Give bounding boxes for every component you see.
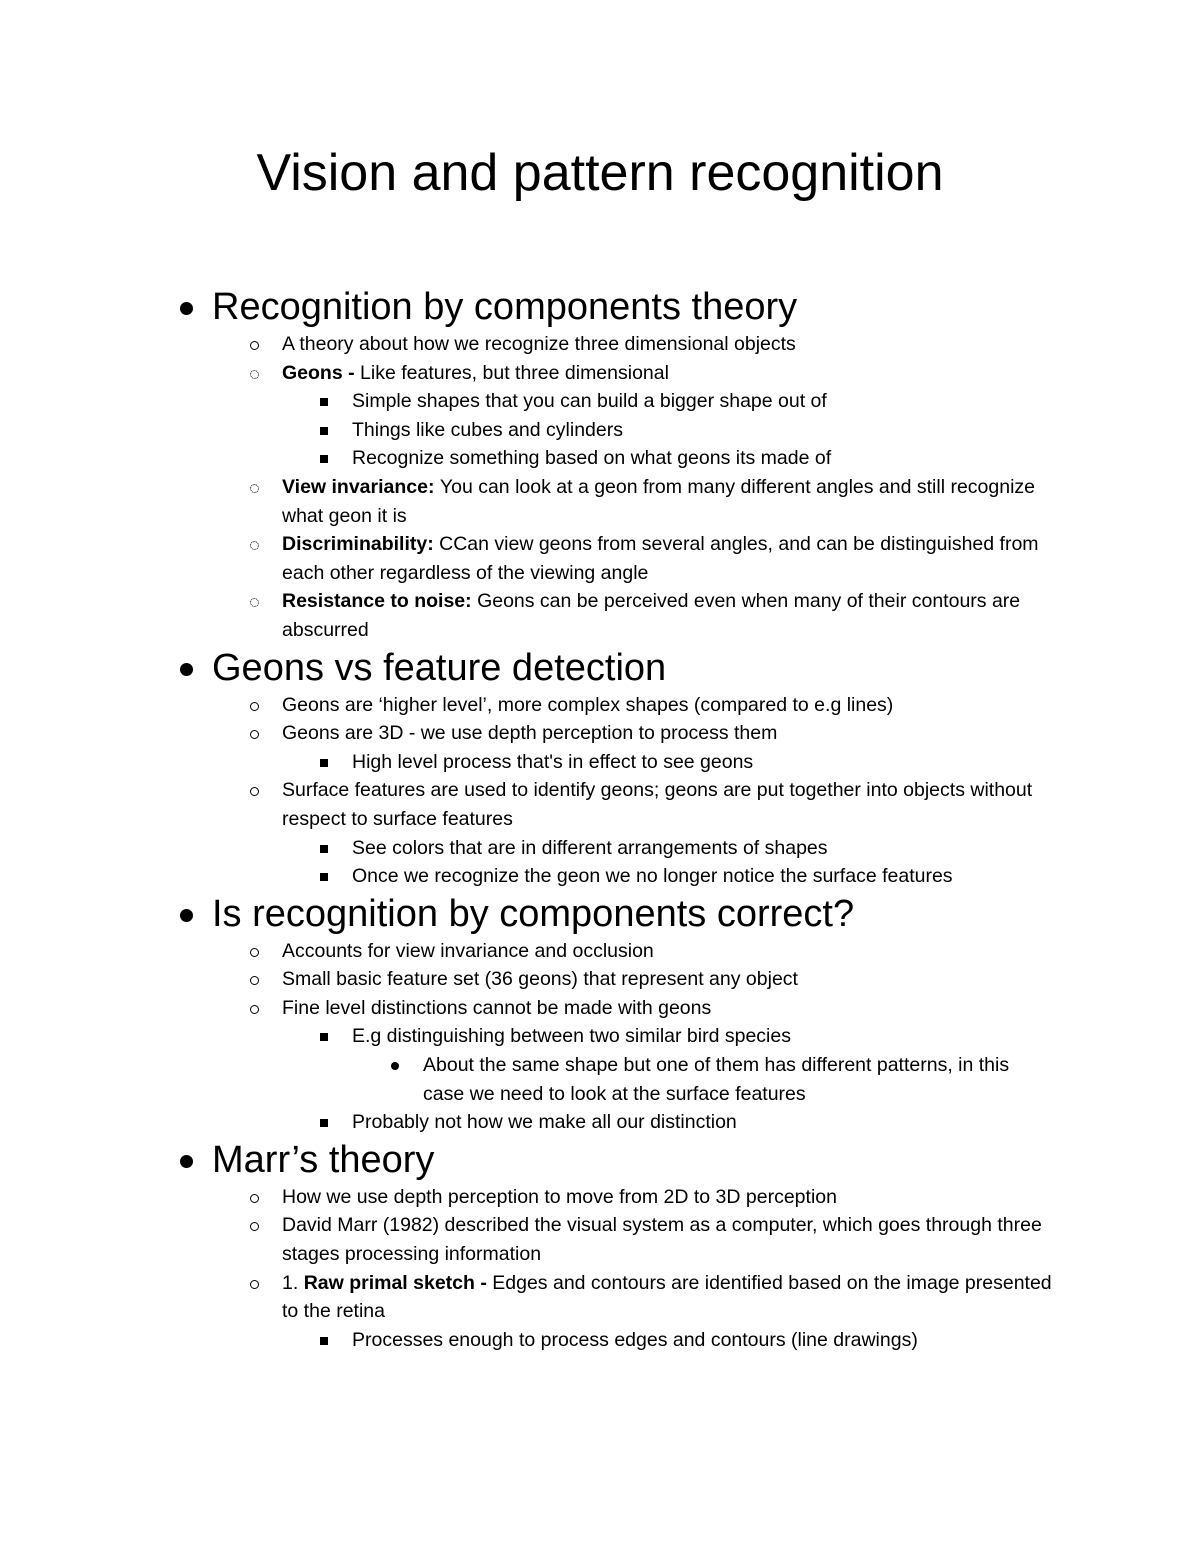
list-item-text: Surface features are used to identify geons; geons are put together into objects without respect to surface features	[282, 779, 1033, 830]
filled-circle-bullet-icon	[391, 1062, 399, 1070]
hollow-circle-bullet-icon	[250, 948, 259, 957]
list-item	[0, 416, 1052, 445]
hollow-circle-bullet-icon	[250, 341, 259, 350]
term-label: Geons -	[282, 361, 361, 384]
section-geons-vs-feature-detection	[0, 645, 1200, 891]
bullet-icon	[180, 909, 193, 922]
list-item	[0, 965, 1052, 994]
list-item-text: Geons can be perceived even when many of their contours are abscurred	[282, 590, 1021, 641]
hollow-circle-bullet-icon	[250, 787, 259, 796]
list-item	[0, 530, 1052, 587]
list-item	[0, 387, 1052, 416]
list-item-text: Things like cubes and cylinders	[352, 418, 623, 441]
square-bullet-icon	[320, 455, 328, 463]
section-marrs-theory	[0, 1137, 1200, 1355]
list-item-text: Probably not how we make all our distinction	[352, 1111, 737, 1134]
bullet-icon	[180, 1155, 193, 1168]
list-item	[0, 444, 1052, 473]
square-bullet-icon	[320, 427, 328, 435]
page-title: Vision and pattern recognition	[256, 144, 944, 202]
list-item	[0, 1051, 1053, 1108]
list-item-text: High level process that's in effect to see geons	[352, 750, 754, 773]
section-heading	[0, 1137, 1200, 1183]
list-item	[0, 1183, 1052, 1212]
list-item	[0, 937, 1052, 966]
square-bullet-icon	[320, 759, 328, 767]
section-heading-text: Is recognition by components correct?	[212, 892, 855, 935]
term-label: Discriminability:	[282, 533, 440, 556]
list-item	[0, 719, 1052, 748]
section-recognition-by-components	[0, 284, 1200, 645]
section-heading	[0, 645, 1200, 691]
term-label: View invariance:	[282, 475, 440, 498]
square-bullet-icon	[320, 1337, 328, 1345]
section-is-rbc-correct	[0, 891, 1200, 1137]
list-item-text: Once we recognize the geon we no longer notice the surface features	[352, 865, 953, 888]
square-bullet-icon	[320, 1033, 328, 1041]
list-item-text: How we use depth perception to move from 2D to 3D perception	[282, 1185, 837, 1208]
list-item-text: You can look at a geon from many different angles and still recognize what geon it is	[282, 475, 1036, 527]
list-item-text: Small basic feature set (36 geons) that represent any object	[282, 968, 798, 991]
list-item	[0, 1022, 1052, 1051]
list-item-text: Simple shapes that you can build a bigger shape out of	[352, 390, 827, 413]
dotted-circle-bullet-icon	[250, 484, 259, 493]
list-item-text: Processes enough to process edges and contours (line drawings)	[352, 1328, 918, 1351]
list-item	[0, 776, 1052, 833]
list-item-text: See colors that are in different arrangements of shapes	[352, 836, 828, 859]
list-item-text: Geons are 3D - we use depth perception to process them	[282, 722, 778, 745]
section-heading-text: Geons vs feature detection	[212, 646, 667, 689]
list-item	[0, 1269, 1052, 1326]
term-label: Raw primal sketch -	[303, 1271, 493, 1294]
list-item	[0, 748, 1052, 777]
bullet-icon	[180, 302, 193, 315]
section-heading-text: Marr’s theory	[212, 1138, 435, 1181]
hollow-circle-bullet-icon	[250, 702, 259, 711]
bullet-icon	[180, 663, 193, 676]
term-label: Resistance to noise:	[282, 590, 478, 613]
list-item-prefix: 1.	[282, 1271, 304, 1294]
list-item	[0, 1211, 1052, 1268]
square-bullet-icon	[320, 873, 328, 881]
dotted-circle-bullet-icon	[250, 598, 259, 607]
square-bullet-icon	[320, 1119, 328, 1127]
hollow-circle-bullet-icon	[250, 1280, 259, 1289]
list-item-text: Recognize something based on what geons its made of	[352, 447, 832, 470]
dotted-circle-bullet-icon	[250, 541, 259, 550]
list-item	[0, 1326, 1052, 1355]
list-item	[0, 862, 1052, 891]
list-item-text: David Marr (1982) described the visual system as a computer, which goes through three stages processing information	[282, 1214, 1042, 1266]
hollow-circle-bullet-icon	[250, 1194, 259, 1203]
square-bullet-icon	[320, 845, 328, 853]
list-item	[0, 473, 1052, 530]
list-item	[0, 587, 1052, 644]
list-item-text: About the same shape but one of them has different patterns, in this case we need to look at the surface features	[423, 1054, 1010, 1105]
list-item	[0, 359, 1052, 388]
list-item-text: Geons are ‘higher level’, more complex shapes (compared to e.g lines)	[282, 693, 894, 716]
list-item	[0, 691, 1052, 720]
list-item-text: E.g distinguishing between two similar bird species	[352, 1025, 791, 1048]
list-item-text: Fine level distinctions cannot be made with geons	[282, 996, 712, 1019]
hollow-circle-bullet-icon	[250, 1005, 259, 1014]
list-item	[0, 1108, 1052, 1137]
list-item	[0, 330, 1052, 359]
section-heading	[0, 891, 1200, 937]
dotted-circle-bullet-icon	[250, 370, 259, 379]
list-item-text: Like features, but three dimensional	[360, 361, 669, 384]
list-item-text: A theory about how we recognize three dimensional objects	[282, 333, 796, 355]
section-heading	[0, 284, 1200, 330]
notes-body	[0, 284, 1200, 1354]
hollow-circle-bullet-icon	[250, 1222, 259, 1231]
list-item	[0, 994, 1052, 1023]
list-item-text: Edges and contours are identified based on the image presented to the retina	[282, 1271, 1052, 1323]
list-item-text: Accounts for view invariance and occlusion	[282, 939, 654, 962]
hollow-circle-bullet-icon	[250, 730, 259, 739]
section-heading-text: Recognition by components theory	[212, 286, 798, 328]
hollow-circle-bullet-icon	[250, 976, 259, 985]
list-item-text: CCan view geons from several angles, and can be distinguished from each other regardless of the viewing angle	[282, 533, 1039, 584]
list-item	[0, 834, 1052, 863]
square-bullet-icon	[320, 398, 328, 406]
